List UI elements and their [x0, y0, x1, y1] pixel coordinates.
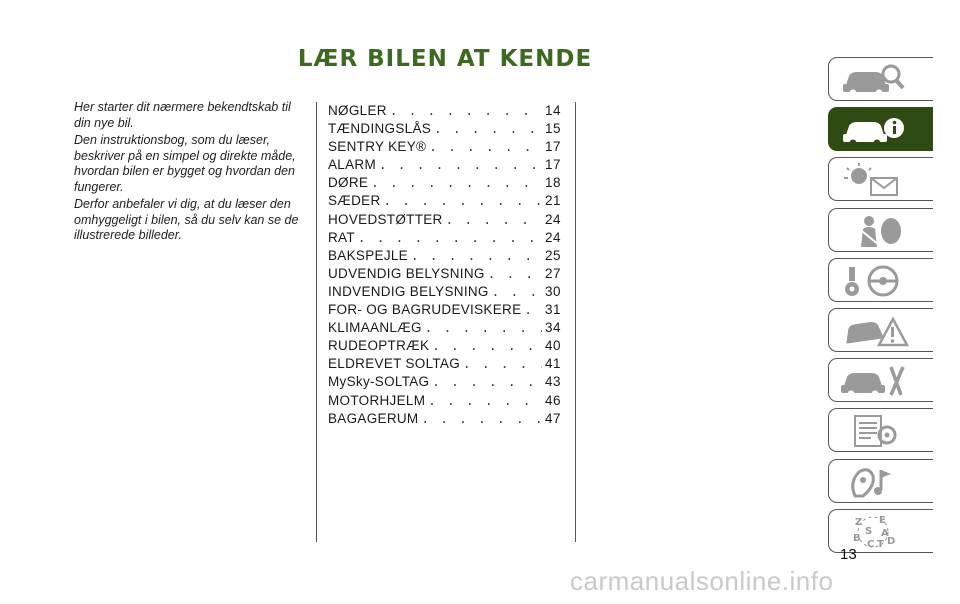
toc-entry-label: KLIMAANLÆG [328, 320, 422, 336]
toc-leader-dots [492, 284, 542, 299]
toc-entry-page: 41 [544, 356, 561, 372]
chapter-tab[interactable] [828, 57, 933, 101]
chapter-tab[interactable] [828, 208, 933, 252]
svg-text:C: C [867, 538, 875, 550]
toc-entry-label: TÆNDINGSLÅS [328, 121, 432, 137]
column-divider-left [316, 102, 317, 542]
toc-leader-dots [384, 193, 542, 208]
toc-entry-label: ALARM [328, 157, 377, 173]
toc-entry-label: INDVENDIG BELYSNING [328, 283, 489, 299]
page-number: 13 [840, 546, 857, 563]
svg-text:Z: Z [855, 516, 863, 528]
toc-entry-page: 14 [544, 103, 561, 118]
toc-entry-label: DØRE [328, 175, 369, 191]
svg-text:E: E [879, 514, 886, 526]
chapter-tab[interactable] [828, 358, 933, 402]
intro-text [74, 100, 304, 246]
chapter-tab[interactable] [828, 308, 933, 352]
toc-entry[interactable] [328, 411, 561, 429]
toc-leader-dots [432, 338, 542, 353]
intro-paragraph: Den instruktionsbog, som du læser, beskriver på en simpel og direkte måde, hvordan bilen er bygget og hvordan den fungerer. [74, 133, 296, 194]
toc-entry-label: NØGLER [328, 103, 387, 118]
toc-entry-page: 17 [544, 157, 561, 173]
intro-paragraph: Her starter dit nærmere bekendtskab til din nye bil. [74, 100, 291, 130]
toc-leader-dots [446, 212, 542, 227]
toc-entry-label: BAGAGERUM [328, 410, 419, 426]
watermark: carmanualsonline.info [570, 566, 834, 596]
toc-entry[interactable] [328, 338, 561, 356]
svg-text:A: A [881, 527, 889, 539]
toc-entry-page: 30 [544, 283, 561, 299]
toc-entry-page: 15 [544, 121, 561, 137]
chapter-tab[interactable] [828, 107, 933, 151]
toc-leader-dots [429, 139, 542, 154]
toc-entry[interactable] [328, 393, 561, 411]
toc-entry-label: BAKSPEJLE [328, 247, 408, 263]
toc-entry-page: 31 [544, 302, 561, 318]
toc-entry-label: RUDEOPTRÆK [328, 338, 430, 354]
toc-entry-page: 21 [544, 193, 561, 209]
svg-text:B: B [853, 532, 861, 544]
table-of-contents [328, 103, 561, 429]
toc-entry[interactable] [328, 374, 561, 392]
toc-entry-page: 18 [544, 175, 561, 191]
toc-leader-dots [371, 175, 542, 190]
toc-entry-page: 24 [544, 229, 561, 245]
toc-entry-page: 43 [544, 374, 561, 390]
chapter-tab[interactable] [828, 408, 933, 452]
toc-entry-label: FOR- OG BAGRUDEVISKERE [328, 302, 522, 318]
toc-entry-page: 46 [544, 392, 561, 408]
toc-leader-dots [390, 103, 542, 118]
toc-leader-dots [428, 393, 542, 408]
page-title: LÆR BILEN AT KENDE [297, 46, 593, 72]
toc-entry-page: 40 [544, 338, 561, 354]
toc-entry[interactable] [328, 302, 561, 320]
toc-entry[interactable] [328, 103, 561, 121]
toc-entry-label: MOTORHJELM [328, 392, 426, 408]
toc-entry-label: UDVENDIG BELYSNING [328, 265, 485, 281]
toc-entry[interactable] [328, 175, 561, 193]
toc-entry-label: RAT [328, 229, 355, 245]
toc-leader-dots [434, 121, 542, 136]
chapter-tab[interactable] [828, 157, 933, 201]
toc-leader-dots [425, 320, 542, 335]
toc-entry-page: 24 [544, 211, 561, 227]
toc-entry[interactable] [328, 121, 561, 139]
toc-entry[interactable] [328, 248, 561, 266]
toc-entry-label: ELDREVET SOLTAG [328, 356, 461, 372]
toc-entry-page: 17 [544, 139, 561, 155]
toc-leader-dots [379, 157, 542, 172]
toc-entry[interactable] [328, 193, 561, 211]
svg-text:D: D [887, 535, 896, 547]
toc-entry-page: 47 [544, 410, 561, 426]
toc-entry[interactable] [328, 266, 561, 284]
toc-entry-page: 34 [544, 320, 561, 336]
toc-leader-dots [432, 374, 542, 389]
toc-entry[interactable] [328, 212, 561, 230]
chapter-tab[interactable] [828, 258, 933, 302]
column-divider-right [575, 102, 576, 542]
chapter-tabs [828, 57, 936, 559]
toc-entry[interactable] [328, 284, 561, 302]
toc-entry[interactable] [328, 139, 561, 157]
toc-entry[interactable] [328, 157, 561, 175]
toc-entry[interactable] [328, 230, 561, 248]
svg-text:T: T [877, 538, 884, 550]
toc-leader-dots [421, 411, 542, 426]
toc-entry[interactable] [328, 320, 561, 338]
toc-leader-dots [463, 356, 542, 371]
toc-entry-label: MySky-SOLTAG [328, 374, 430, 390]
svg-text:S: S [865, 525, 873, 537]
toc-leader-dots [411, 248, 542, 263]
toc-leader-dots [358, 230, 542, 245]
toc-entry-page: 25 [544, 247, 561, 263]
intro-paragraph: Derfor anbefaler vi dig, at du læser den omhyggeligt i bilen, så du selv kan se de illustrerede billeder. [74, 197, 299, 242]
toc-entry[interactable] [328, 356, 561, 374]
toc-entry-label: SENTRY KEY® [328, 139, 427, 155]
toc-entry-label: SÆDER [328, 193, 381, 209]
toc-entry-label: HOVEDSTØTTER [328, 211, 443, 227]
chapter-tab[interactable] [828, 459, 933, 503]
toc-leader-dots [524, 302, 542, 317]
toc-leader-dots [488, 266, 542, 281]
toc-entry-page: 27 [544, 265, 561, 281]
